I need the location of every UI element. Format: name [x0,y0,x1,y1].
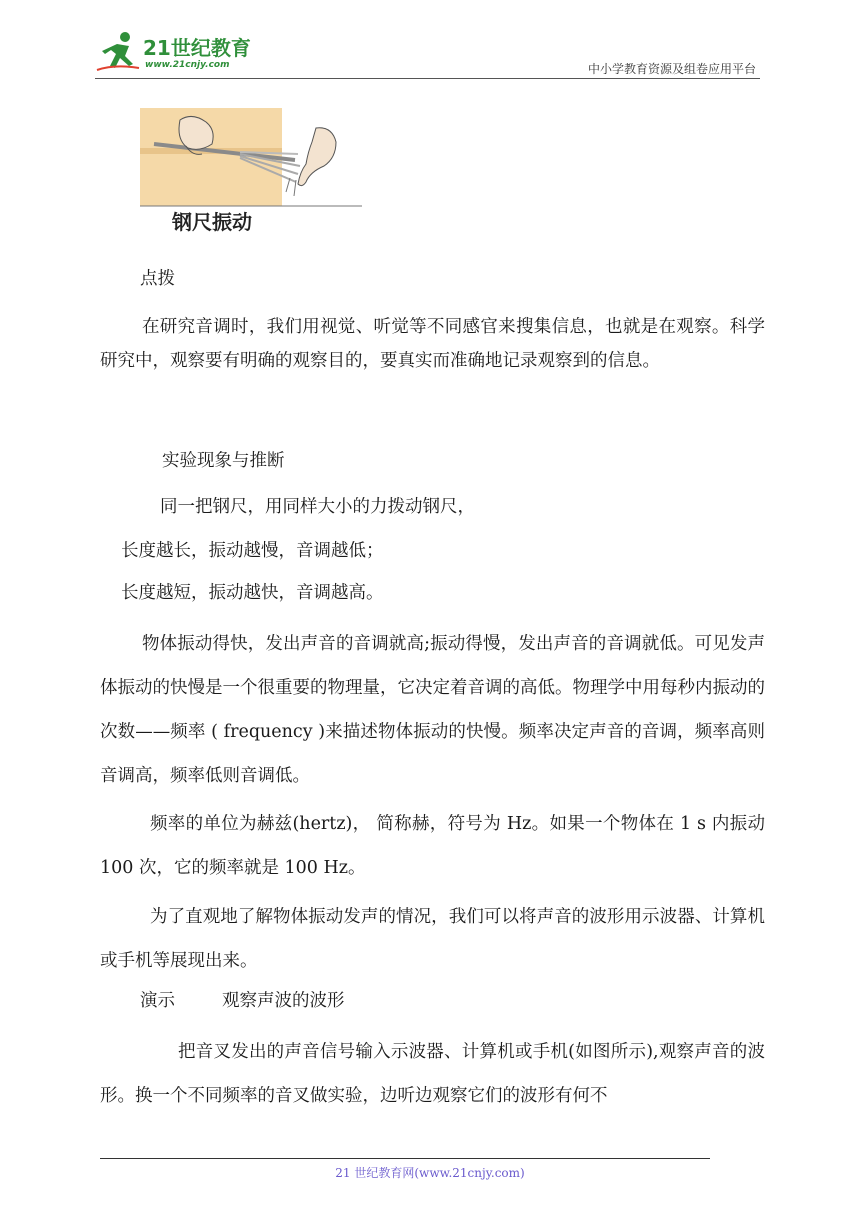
header-divider [95,78,760,79]
waveform-paragraph: 为了直观地了解物体振动发声的情况，我们可以将声音的波形用示波器、计算机或手机等展现出来。 [100,907,765,971]
frequency-paragraph: 物体振动得快，发出声音的音调就高;振动得慢，发出声音的音调就低。可见发声体振动的快慢是一个很重要的物理量，它决定着音调的高低。物理学中用每秒内振动的次数——频率 ( frequency )来描述物体振动的快慢。频率决定声音的音调，频率高则音调高，频率低则音调低。 [100,634,765,786]
logo-text: 21世纪教育 [143,36,251,60]
demo-paragraph: 把音叉发出的声音信号输入示波器、计算机或手机(如图所示),观察声音的波形。换一个不同频率的音叉做实验，边听边观察它们的波形有何不 [100,1042,765,1106]
experiment-heading: 实验现象与推断 [162,451,285,471]
page-header [0,0,860,80]
unit-paragraph: 频率的单位为赫兹(hertz)， 简称赫，符号为 Hz。如果一个物体在 1 s 内振动 100 次，它的频率就是 100 Hz。 [100,814,765,878]
site-logo[interactable] [95,30,265,76]
demo-label: 演示 [140,991,175,1011]
demo-title: 观察声波的波形 [222,991,345,1011]
ruler-vibration-figure [140,108,362,232]
experiment-line-2: 长度越长，振动越慢，音调越低； [121,541,384,561]
footer-link[interactable]: 21 世纪教育网(www.21cnjy.com) [335,1166,525,1180]
experiment-line-3: 长度越短，振动越快，音调越高。 [121,583,384,603]
header-tagline: 中小学教育资源及组卷应用平台 [587,62,756,76]
footer-divider [100,1158,710,1159]
figure-caption: 钢尺振动 [172,210,252,234]
logo-url: www.21cnjy.com [145,60,230,70]
running-person-icon [95,30,141,74]
tip-paragraph: 在研究音调时，我们用视觉、听觉等不同感官来搜集信息，也就是在观察。科学研究中，观察要有明确的观察目的，要真实而准确地记录观察到的信息。 [100,317,765,371]
experiment-line-1: 同一把钢尺，用同样大小的力拨动钢尺， [160,497,475,517]
ruler-vibration-illustration [140,108,362,208]
tip-heading: 点拨 [140,269,175,289]
